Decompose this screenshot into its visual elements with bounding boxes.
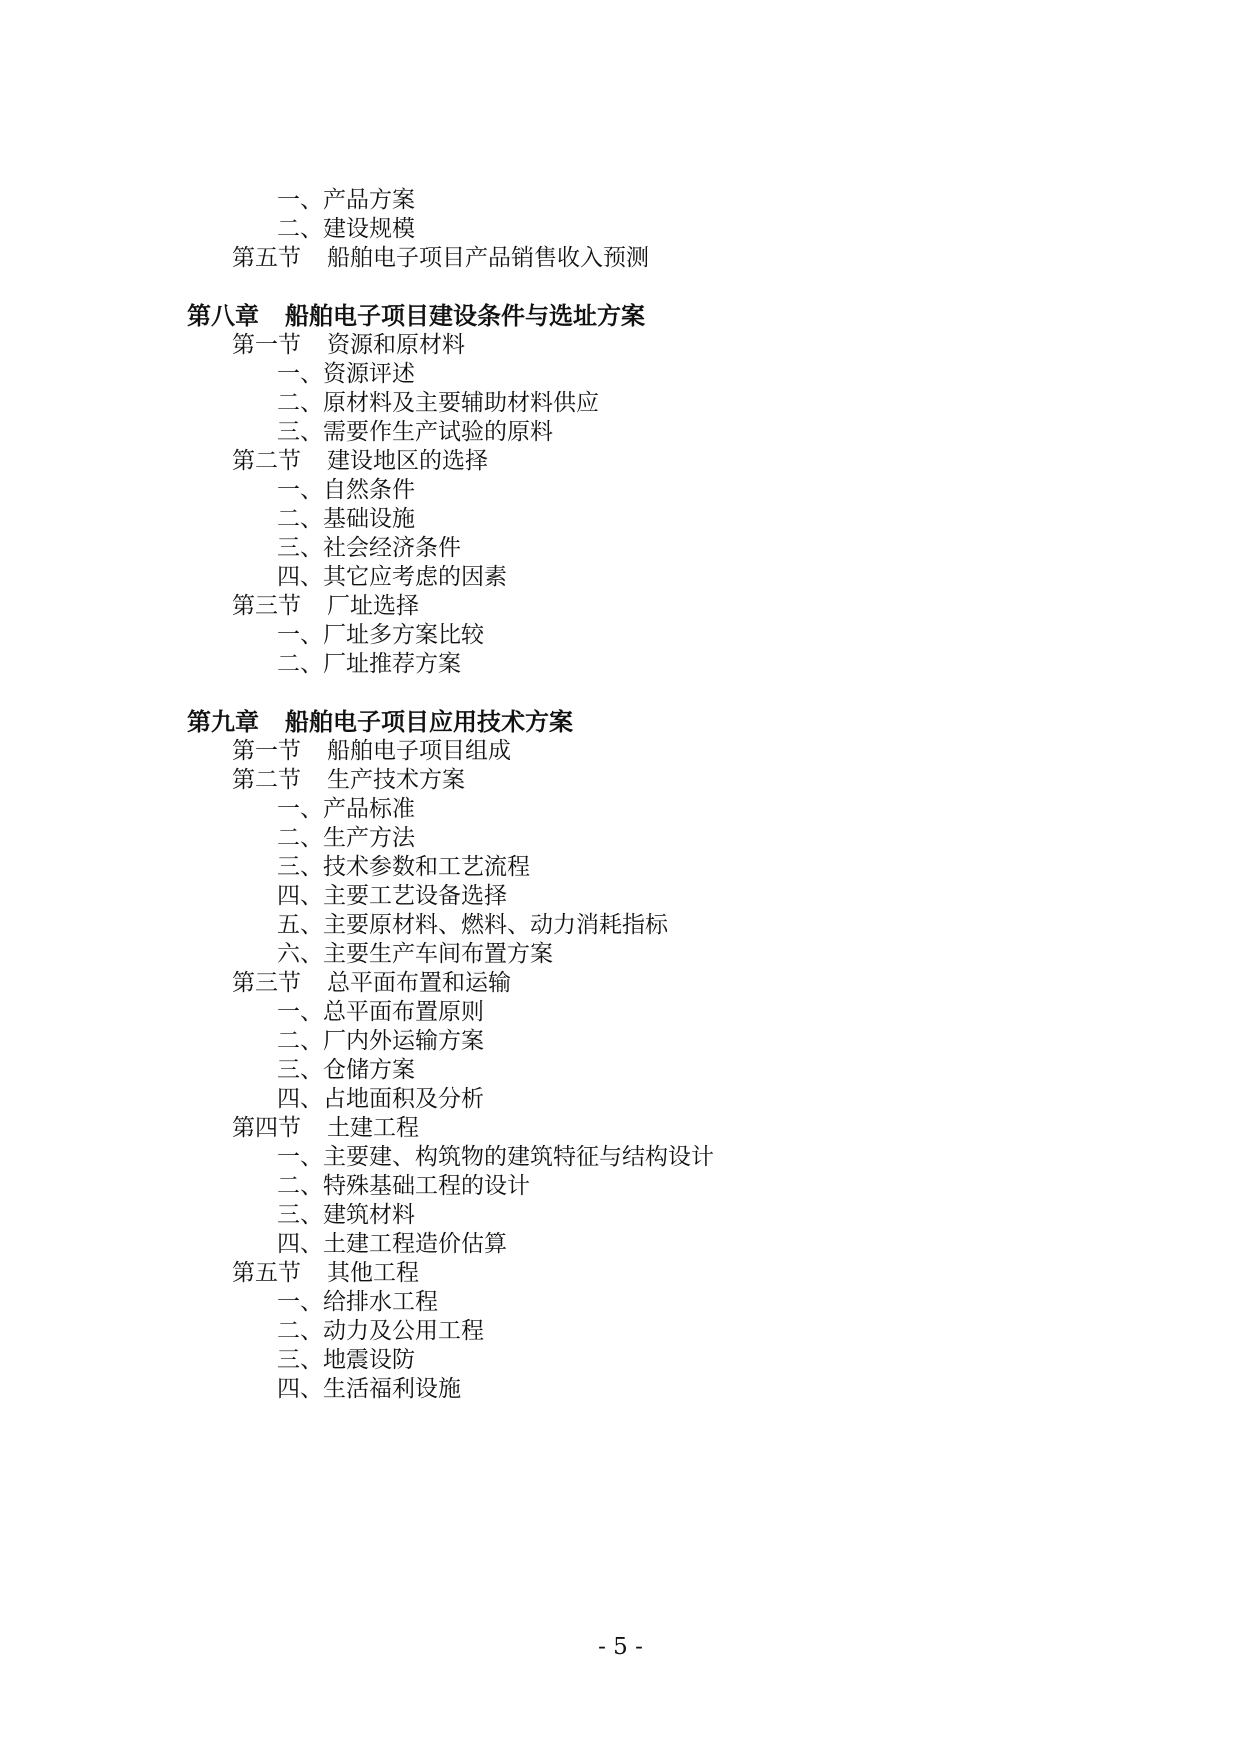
section-title: 生产技术方案 <box>327 767 465 793</box>
section-number: 第三节 <box>232 970 301 996</box>
toc-item: 五、主要原材料、燃料、动力消耗指标 <box>277 912 668 938</box>
chapter-title: 船舶电子项目应用技术方案 <box>285 707 573 736</box>
toc-item: 二、厂内外运输方案 <box>277 1028 484 1054</box>
toc-item: 四、生活福利设施 <box>277 1376 461 1402</box>
toc-section <box>232 736 511 766</box>
page-number: - 5 - <box>598 1634 643 1660</box>
toc-item: 三、仓储方案 <box>277 1057 415 1083</box>
toc-item: 一、自然条件 <box>277 477 415 503</box>
toc-item: 三、需要作生产试验的原料 <box>277 419 553 445</box>
section-number: 第一节 <box>232 738 301 764</box>
toc-chapter <box>187 707 573 737</box>
toc-section <box>232 765 465 795</box>
toc-section <box>232 1258 419 1288</box>
section-number: 第五节 <box>232 245 301 271</box>
toc-section <box>232 1113 419 1143</box>
toc-section <box>232 243 649 273</box>
toc-item: 三、建筑材料 <box>277 1202 415 1228</box>
chapter-number: 第八章 <box>187 301 259 330</box>
toc-section <box>232 968 511 998</box>
toc-item: 一、厂址多方案比较 <box>277 622 484 648</box>
toc-chapter <box>187 301 645 331</box>
section-title: 船舶电子项目产品销售收入预测 <box>327 245 649 271</box>
toc-item: 六、主要生产车间布置方案 <box>277 941 553 967</box>
section-title: 资源和原材料 <box>327 332 465 358</box>
toc-item: 四、土建工程造价估算 <box>277 1231 507 1257</box>
toc-item: 二、建设规模 <box>277 216 415 242</box>
toc-item: 二、基础设施 <box>277 506 415 532</box>
toc-item: 三、地震设防 <box>277 1347 415 1373</box>
section-title: 土建工程 <box>327 1115 419 1141</box>
toc-item: 一、资源评述 <box>277 361 415 387</box>
section-number: 第一节 <box>232 332 301 358</box>
toc-item: 二、特殊基础工程的设计 <box>277 1173 530 1199</box>
toc-item: 二、生产方法 <box>277 825 415 851</box>
section-number: 第五节 <box>232 1260 301 1286</box>
toc-item: 一、产品标准 <box>277 796 415 822</box>
section-number: 第三节 <box>232 593 301 619</box>
toc-item: 二、原材料及主要辅助材料供应 <box>277 390 599 416</box>
section-title: 建设地区的选择 <box>327 448 488 474</box>
chapter-title: 船舶电子项目建设条件与选址方案 <box>285 301 645 330</box>
section-number: 第二节 <box>232 767 301 793</box>
section-number: 第四节 <box>232 1115 301 1141</box>
chapter-number: 第九章 <box>187 707 259 736</box>
toc-item: 二、厂址推荐方案 <box>277 651 461 677</box>
toc-section <box>232 591 419 621</box>
toc-item: 二、动力及公用工程 <box>277 1318 484 1344</box>
section-title: 其他工程 <box>327 1260 419 1286</box>
toc-section <box>232 330 465 360</box>
section-title: 船舶电子项目组成 <box>327 738 511 764</box>
toc-item: 一、产品方案 <box>277 187 415 213</box>
toc-item: 四、主要工艺设备选择 <box>277 883 507 909</box>
toc-item: 一、主要建、构筑物的建筑特征与结构设计 <box>277 1144 714 1170</box>
toc-item: 三、技术参数和工艺流程 <box>277 854 530 880</box>
toc-item: 四、其它应考虑的因素 <box>277 564 507 590</box>
toc-item: 一、总平面布置原则 <box>277 999 484 1025</box>
toc-item: 三、社会经济条件 <box>277 535 461 561</box>
section-title: 厂址选择 <box>327 593 419 619</box>
section-number: 第二节 <box>232 448 301 474</box>
toc-section <box>232 446 488 476</box>
toc-item: 四、占地面积及分析 <box>277 1086 484 1112</box>
toc-item: 一、给排水工程 <box>277 1289 438 1315</box>
section-title: 总平面布置和运输 <box>327 970 511 996</box>
